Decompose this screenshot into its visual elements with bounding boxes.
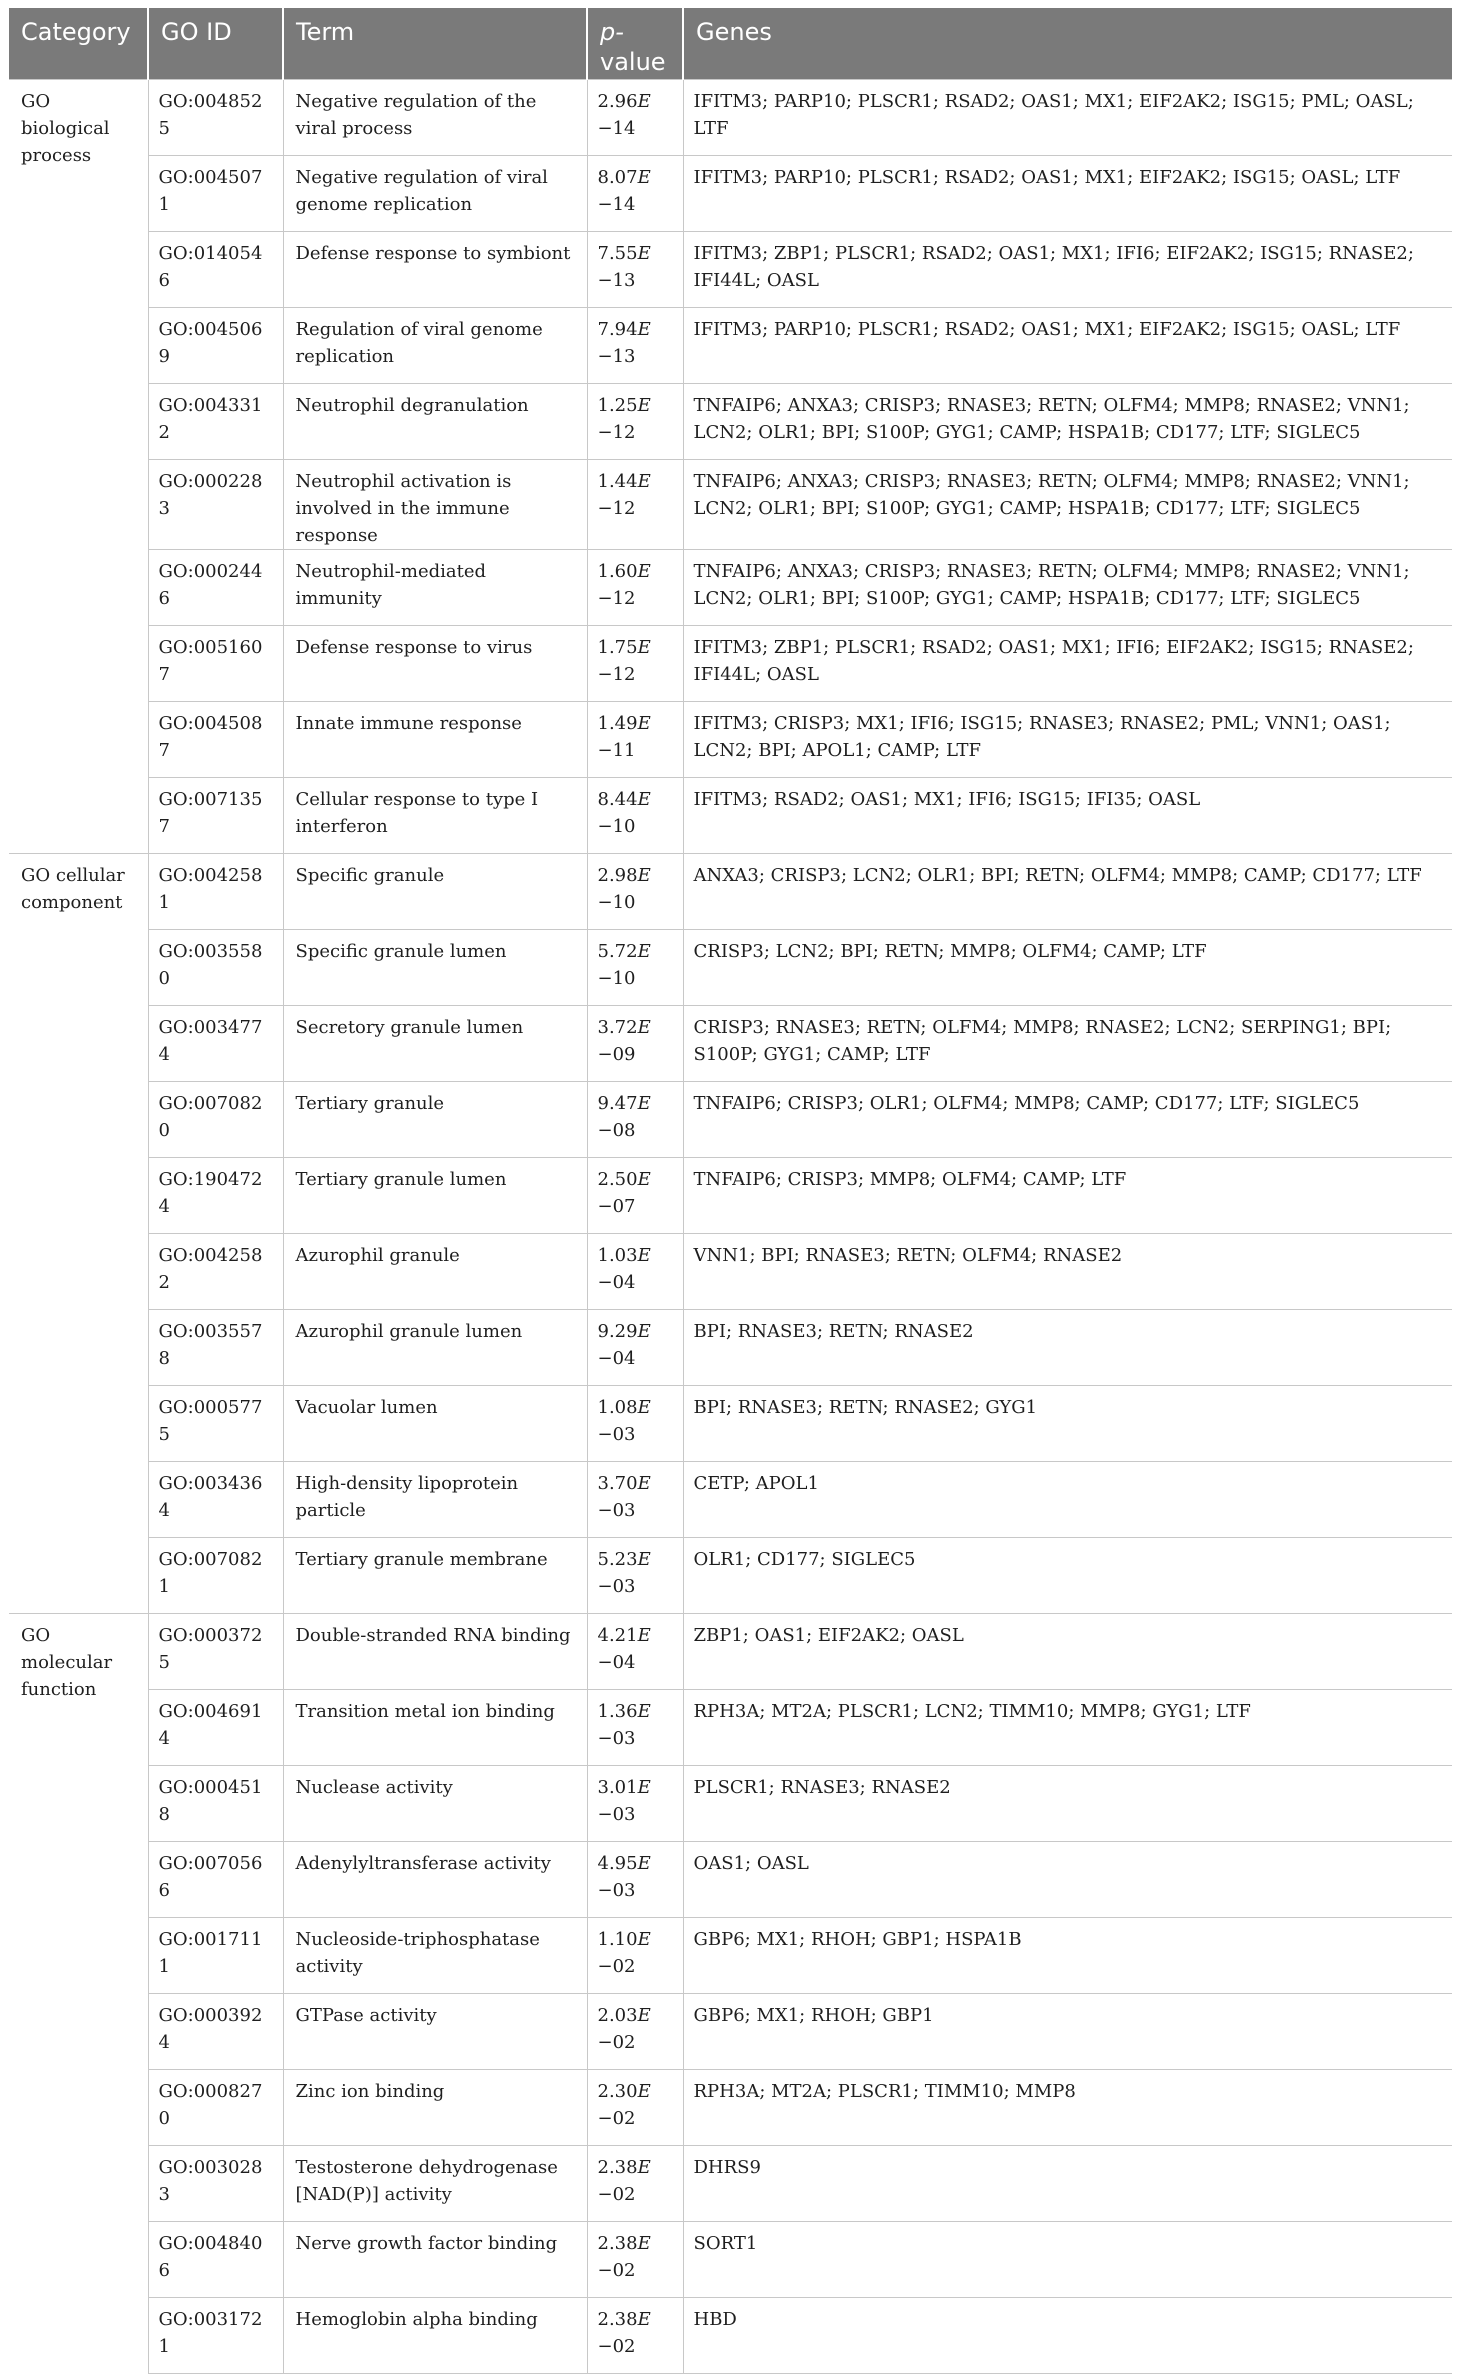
term-cell: Zinc ion binding — [283, 2069, 587, 2145]
go-id-cell: GO:0140546 — [148, 231, 283, 307]
go-id-cell: GO:0070821 — [148, 1537, 283, 1613]
go-id-cell: GO:0045071 — [148, 155, 283, 231]
p-value-exponent: −14 — [597, 117, 636, 139]
p-value-exponent: −12 — [597, 497, 636, 519]
p-value-mantissa: 9.29 — [597, 1320, 638, 1342]
category-cell: GO molecular function — [9, 1613, 148, 2373]
p-value-cell — [587, 1233, 683, 1309]
go-id-cell: GO:1904724 — [148, 1157, 283, 1233]
genes-cell: VNN1; BPI; RNASE3; RETN; OLFM4; RNASE2 — [683, 1233, 1452, 1309]
p-value-mantissa: 4.95 — [597, 1852, 638, 1874]
p-value-exponent: −14 — [597, 193, 636, 215]
p-value-exponent: −04 — [597, 1651, 636, 1673]
go-id-cell: GO:0048525 — [148, 79, 283, 155]
go-id-cell: GO:0034364 — [148, 1461, 283, 1537]
genes-cell: GBP6; MX1; RHOH; GBP1 — [683, 1993, 1452, 2069]
term-cell: Negative regulation of the viral process — [283, 79, 587, 155]
table-row — [9, 2145, 1452, 2221]
p-value-mantissa: 3.72 — [597, 1016, 638, 1038]
p-value-cell — [587, 1385, 683, 1461]
table-row — [9, 1765, 1452, 1841]
p-value-cell — [587, 1917, 683, 1993]
term-cell: Azurophil granule — [283, 1233, 587, 1309]
p-value-cell — [587, 2145, 683, 2221]
p-value-e: E — [637, 2004, 651, 2026]
p-value-exponent: −12 — [597, 663, 636, 685]
p-value-mantissa: 2.98 — [597, 864, 638, 886]
p-value-e: E — [637, 864, 651, 886]
p-value-e: E — [637, 1244, 651, 1266]
p-value-e: E — [637, 1016, 651, 1038]
category-cell: GO biological process — [9, 79, 148, 853]
table-row — [9, 701, 1452, 777]
p-value-mantissa: 1.44 — [597, 470, 638, 492]
table-row — [9, 853, 1452, 929]
p-value-mantissa: 5.23 — [597, 1548, 638, 1570]
term-cell: Vacuolar lumen — [283, 1385, 587, 1461]
go-id-cell: GO:0031721 — [148, 2297, 283, 2373]
p-value-mantissa: 1.36 — [597, 1700, 638, 1722]
go-id-cell: GO:0003924 — [148, 1993, 283, 2069]
p-value-cell — [587, 2069, 683, 2145]
genes-cell: RPH3A; MT2A; PLSCR1; LCN2; TIMM10; MMP8; GYG1; LTF — [683, 1689, 1452, 1765]
header-p-value-rest: value — [600, 48, 666, 76]
table-row — [9, 1461, 1452, 1537]
term-cell: Specific granule — [283, 853, 587, 929]
table-row — [9, 1689, 1452, 1765]
term-cell: High-density lipoprotein particle — [283, 1461, 587, 1537]
term-cell: Negative regulation of viral genome replication — [283, 155, 587, 231]
p-value-e: E — [637, 940, 651, 962]
go-id-cell: GO:0070820 — [148, 1081, 283, 1157]
p-value-cell — [587, 1005, 683, 1081]
term-cell: Nerve growth factor binding — [283, 2221, 587, 2297]
p-value-mantissa: 4.21 — [597, 1624, 638, 1646]
p-value-cell — [587, 231, 683, 307]
term-cell: Defense response to virus — [283, 625, 587, 701]
term-cell: Adenylyltransferase activity — [283, 1841, 587, 1917]
p-value-exponent: −03 — [597, 1803, 636, 1825]
genes-cell: CRISP3; LCN2; BPI; RETN; MMP8; OLFM4; CAMP; LTF — [683, 929, 1452, 1005]
p-value-cell — [587, 459, 683, 549]
p-value-exponent: −04 — [597, 1347, 636, 1369]
p-value-e: E — [637, 1472, 651, 1494]
term-cell: Neutrophil activation is involved in the immune response — [283, 459, 587, 549]
term-cell: Hemoglobin alpha binding — [283, 2297, 587, 2373]
p-value-mantissa: 1.60 — [597, 560, 638, 582]
p-value-mantissa: 8.07 — [597, 166, 638, 188]
table-row — [9, 1993, 1452, 2069]
table-row — [9, 231, 1452, 307]
table-row — [9, 1537, 1452, 1613]
p-value-mantissa: 3.01 — [597, 1776, 638, 1798]
genes-cell: IFITM3; RSAD2; OAS1; MX1; IFI6; ISG15; IFI35; OASL — [683, 777, 1452, 853]
term-cell: Tertiary granule membrane — [283, 1537, 587, 1613]
p-value-e: E — [637, 2232, 651, 2254]
p-value-cell — [587, 1157, 683, 1233]
p-value-cell — [587, 1309, 683, 1385]
term-cell: Cellular response to type I interferon — [283, 777, 587, 853]
p-value-exponent: −07 — [597, 1195, 636, 1217]
p-value-e: E — [637, 470, 651, 492]
p-value-e: E — [637, 1548, 651, 1570]
p-value-e: E — [637, 560, 651, 582]
p-value-e: E — [637, 166, 651, 188]
p-value-exponent: −03 — [597, 1575, 636, 1597]
genes-cell: IFITM3; CRISP3; MX1; IFI6; ISG15; RNASE3; RNASE2; PML; VNN1; OAS1; LCN2; BPI; APOL1; CAMP; LTF — [683, 701, 1452, 777]
table-row — [9, 1233, 1452, 1309]
table-body — [9, 79, 1452, 2373]
p-value-e: E — [637, 1396, 651, 1418]
genes-cell: IFITM3; PARP10; PLSCR1; RSAD2; OAS1; MX1; EIF2AK2; ISG15; OASL; LTF — [683, 307, 1452, 383]
go-id-cell: GO:0030283 — [148, 2145, 283, 2221]
term-cell: Nucleoside-triphosphatase activity — [283, 1917, 587, 1993]
go-id-cell: GO:0003725 — [148, 1613, 283, 1689]
p-value-exponent: −02 — [597, 1955, 636, 1977]
table-row — [9, 929, 1452, 1005]
p-value-exponent: −02 — [597, 2335, 636, 2357]
p-value-mantissa: 2.30 — [597, 2080, 638, 2102]
go-id-cell: GO:0017111 — [148, 1917, 283, 1993]
p-value-mantissa: 9.47 — [597, 1092, 638, 1114]
p-value-exponent: −02 — [597, 2031, 636, 2053]
genes-cell: CRISP3; RNASE3; RETN; OLFM4; MMP8; RNASE2; LCN2; SERPING1; BPI; S100P; GYG1; CAMP; LTF — [683, 1005, 1452, 1081]
p-value-cell — [587, 929, 683, 1005]
term-cell: Defense response to symbiont — [283, 231, 587, 307]
term-cell: Neutrophil degranulation — [283, 383, 587, 459]
p-value-e: E — [637, 1700, 651, 1722]
table-row — [9, 155, 1452, 231]
table-row — [9, 383, 1452, 459]
p-value-e: E — [637, 1168, 651, 1190]
p-value-cell — [587, 1993, 683, 2069]
genes-cell: TNFAIP6; ANXA3; CRISP3; RNASE3; RETN; OLFM4; MMP8; RNASE2; VNN1; LCN2; OLR1; BPI; S100P; GYG1; CAMP; HSPA1B; CD177; LTF; SIGLEC5 — [683, 459, 1452, 549]
genes-cell: BPI; RNASE3; RETN; RNASE2 — [683, 1309, 1452, 1385]
table-row — [9, 1081, 1452, 1157]
p-value-cell — [587, 79, 683, 155]
genes-cell: CETP; APOL1 — [683, 1461, 1452, 1537]
header-row — [9, 8, 1452, 79]
p-value-mantissa: 1.49 — [597, 712, 638, 734]
table-row — [9, 307, 1452, 383]
p-value-cell — [587, 777, 683, 853]
term-cell: Tertiary granule — [283, 1081, 587, 1157]
p-value-mantissa: 2.38 — [597, 2156, 638, 2178]
go-id-cell: GO:0004518 — [148, 1765, 283, 1841]
go-id-cell: GO:0045069 — [148, 307, 283, 383]
p-value-cell — [587, 1613, 683, 1689]
term-cell: Double-stranded RNA binding — [283, 1613, 587, 1689]
header-term: Term — [283, 8, 587, 79]
p-value-mantissa: 2.03 — [597, 2004, 638, 2026]
table-row — [9, 1917, 1452, 1993]
category-cell: GO cellular component — [9, 853, 148, 1613]
go-id-cell: GO:0035580 — [148, 929, 283, 1005]
p-value-exponent: −04 — [597, 1271, 636, 1293]
go-id-cell: GO:0051607 — [148, 625, 283, 701]
go-id-cell: GO:0002283 — [148, 459, 283, 549]
genes-cell: SORT1 — [683, 2221, 1452, 2297]
p-value-cell — [587, 1765, 683, 1841]
p-value-exponent: −03 — [597, 1499, 636, 1521]
p-value-exponent: −09 — [597, 1043, 636, 1065]
p-value-mantissa: 2.38 — [597, 2308, 638, 2330]
table-row — [9, 459, 1452, 549]
p-value-mantissa: 1.03 — [597, 1244, 638, 1266]
table-row — [9, 1613, 1452, 1689]
table-row — [9, 777, 1452, 853]
go-id-cell: GO:0043312 — [148, 383, 283, 459]
p-value-exponent: −03 — [597, 1727, 636, 1749]
p-value-exponent: −02 — [597, 2183, 636, 2205]
p-value-exponent: −11 — [597, 739, 636, 761]
p-value-exponent: −08 — [597, 1119, 636, 1141]
header-category: Category — [9, 8, 148, 79]
table-row — [9, 1309, 1452, 1385]
table-row — [9, 1841, 1452, 1917]
genes-cell: IFITM3; ZBP1; PLSCR1; RSAD2; OAS1; MX1; IFI6; EIF2AK2; ISG15; RNASE2; IFI44L; OASL — [683, 625, 1452, 701]
genes-cell: OAS1; OASL — [683, 1841, 1452, 1917]
p-value-exponent: −13 — [597, 269, 636, 291]
term-cell: GTPase activity — [283, 1993, 587, 2069]
term-cell: Neutrophil-mediated immunity — [283, 549, 587, 625]
genes-cell: DHRS9 — [683, 2145, 1452, 2221]
p-value-exponent: −03 — [597, 1423, 636, 1445]
p-value-exponent: −10 — [597, 891, 636, 913]
genes-cell: BPI; RNASE3; RETN; RNASE2; GYG1 — [683, 1385, 1452, 1461]
genes-cell: TNFAIP6; ANXA3; CRISP3; RNASE3; RETN; OLFM4; MMP8; RNASE2; VNN1; LCN2; OLR1; BPI; S100P; GYG1; CAMP; HSPA1B; CD177; LTF; SIGLEC5 — [683, 383, 1452, 459]
genes-cell: OLR1; CD177; SIGLEC5 — [683, 1537, 1452, 1613]
term-cell: Regulation of viral genome replication — [283, 307, 587, 383]
p-value-cell — [587, 1081, 683, 1157]
header-genes: Genes — [683, 8, 1452, 79]
p-value-e: E — [637, 1776, 651, 1798]
header-p-value-p: p- — [600, 18, 624, 46]
p-value-e: E — [637, 242, 651, 264]
table-row — [9, 2069, 1452, 2145]
go-id-cell: GO:0035578 — [148, 1309, 283, 1385]
genes-cell: ANXA3; CRISP3; LCN2; OLR1; BPI; RETN; OLFM4; MMP8; CAMP; CD177; LTF — [683, 853, 1452, 929]
p-value-e: E — [637, 1852, 651, 1874]
genes-cell: GBP6; MX1; RHOH; GBP1; HSPA1B — [683, 1917, 1452, 1993]
p-value-mantissa: 2.50 — [597, 1168, 638, 1190]
p-value-e: E — [637, 636, 651, 658]
p-value-cell — [587, 2221, 683, 2297]
go-id-cell: GO:0005775 — [148, 1385, 283, 1461]
table-row — [9, 1385, 1452, 1461]
term-cell: Testosterone dehydrogenase [NAD(P)] activity — [283, 2145, 587, 2221]
p-value-mantissa: 7.94 — [597, 318, 638, 340]
p-value-exponent: −02 — [597, 2107, 636, 2129]
genes-cell: ZBP1; OAS1; EIF2AK2; OASL — [683, 1613, 1452, 1689]
p-value-e: E — [637, 788, 651, 810]
p-value-e: E — [637, 394, 651, 416]
genes-cell: TNFAIP6; CRISP3; MMP8; OLFM4; CAMP; LTF — [683, 1157, 1452, 1233]
genes-cell: TNFAIP6; CRISP3; OLR1; OLFM4; MMP8; CAMP; CD177; LTF; SIGLEC5 — [683, 1081, 1452, 1157]
p-value-mantissa: 2.96 — [597, 90, 638, 112]
genes-cell: IFITM3; ZBP1; PLSCR1; RSAD2; OAS1; MX1; IFI6; EIF2AK2; ISG15; RNASE2; IFI44L; OASL — [683, 231, 1452, 307]
term-cell: Specific granule lumen — [283, 929, 587, 1005]
table-row — [9, 2221, 1452, 2297]
table-row — [9, 1157, 1452, 1233]
p-value-exponent: −12 — [597, 587, 636, 609]
p-value-mantissa: 7.55 — [597, 242, 638, 264]
go-id-cell: GO:0070566 — [148, 1841, 283, 1917]
p-value-e: E — [637, 1928, 651, 1950]
go-enrichment-table — [9, 8, 1452, 2374]
go-id-cell: GO:0045087 — [148, 701, 283, 777]
header-p-value — [587, 8, 683, 79]
go-id-cell: GO:0048406 — [148, 2221, 283, 2297]
p-value-mantissa: 3.70 — [597, 1472, 638, 1494]
p-value-mantissa: 2.38 — [597, 2232, 638, 2254]
p-value-e: E — [637, 318, 651, 340]
p-value-cell — [587, 625, 683, 701]
table-row — [9, 79, 1452, 155]
p-value-cell — [587, 1689, 683, 1765]
p-value-exponent: −12 — [597, 421, 636, 443]
p-value-mantissa: 1.25 — [597, 394, 638, 416]
go-id-cell: GO:0071357 — [148, 777, 283, 853]
p-value-cell — [587, 2297, 683, 2373]
table-row — [9, 549, 1452, 625]
table-row — [9, 625, 1452, 701]
table-row — [9, 2297, 1452, 2373]
p-value-mantissa: 5.72 — [597, 940, 638, 962]
table-header — [9, 8, 1452, 79]
p-value-e: E — [637, 90, 651, 112]
term-cell: Azurophil granule lumen — [283, 1309, 587, 1385]
p-value-cell — [587, 1461, 683, 1537]
term-cell: Transition metal ion binding — [283, 1689, 587, 1765]
p-value-exponent: −13 — [597, 345, 636, 367]
p-value-mantissa: 8.44 — [597, 788, 638, 810]
genes-cell: RPH3A; MT2A; PLSCR1; TIMM10; MMP8 — [683, 2069, 1452, 2145]
go-id-cell: GO:0034774 — [148, 1005, 283, 1081]
term-cell: Innate immune response — [283, 701, 587, 777]
genes-cell: TNFAIP6; ANXA3; CRISP3; RNASE3; RETN; OLFM4; MMP8; RNASE2; VNN1; LCN2; OLR1; BPI; S100P; GYG1; CAMP; HSPA1B; CD177; LTF; SIGLEC5 — [683, 549, 1452, 625]
term-cell: Secretory granule lumen — [283, 1005, 587, 1081]
go-id-cell: GO:0002446 — [148, 549, 283, 625]
p-value-cell — [587, 155, 683, 231]
p-value-e: E — [637, 2156, 651, 2178]
header-go-id: GO ID — [148, 8, 283, 79]
genes-cell: IFITM3; PARP10; PLSCR1; RSAD2; OAS1; MX1; EIF2AK2; ISG15; OASL; LTF — [683, 155, 1452, 231]
p-value-cell — [587, 549, 683, 625]
p-value-cell — [587, 307, 683, 383]
p-value-cell — [587, 383, 683, 459]
genes-cell: HBD — [683, 2297, 1452, 2373]
p-value-exponent: −02 — [597, 2259, 636, 2281]
p-value-mantissa: 1.10 — [597, 1928, 638, 1950]
go-id-cell: GO:0046914 — [148, 1689, 283, 1765]
term-cell: Tertiary granule lumen — [283, 1157, 587, 1233]
p-value-e: E — [637, 712, 651, 734]
go-id-cell: GO:0042581 — [148, 853, 283, 929]
p-value-e: E — [637, 1320, 651, 1342]
p-value-exponent: −10 — [597, 815, 636, 837]
p-value-e: E — [637, 1624, 651, 1646]
p-value-cell — [587, 1841, 683, 1917]
p-value-e: E — [637, 2308, 651, 2330]
genes-cell: IFITM3; PARP10; PLSCR1; RSAD2; OAS1; MX1; EIF2AK2; ISG15; PML; OASL; LTF — [683, 79, 1452, 155]
p-value-mantissa: 1.75 — [597, 636, 638, 658]
table-row — [9, 1005, 1452, 1081]
go-id-cell: GO:0008270 — [148, 2069, 283, 2145]
p-value-cell — [587, 701, 683, 777]
p-value-cell — [587, 1537, 683, 1613]
p-value-exponent: −03 — [597, 1879, 636, 1901]
go-id-cell: GO:0042582 — [148, 1233, 283, 1309]
p-value-exponent: −10 — [597, 967, 636, 989]
term-cell: Nuclease activity — [283, 1765, 587, 1841]
p-value-mantissa: 1.08 — [597, 1396, 638, 1418]
p-value-e: E — [637, 1092, 651, 1114]
genes-cell: PLSCR1; RNASE3; RNASE2 — [683, 1765, 1452, 1841]
p-value-cell — [587, 853, 683, 929]
p-value-e: E — [637, 2080, 651, 2102]
